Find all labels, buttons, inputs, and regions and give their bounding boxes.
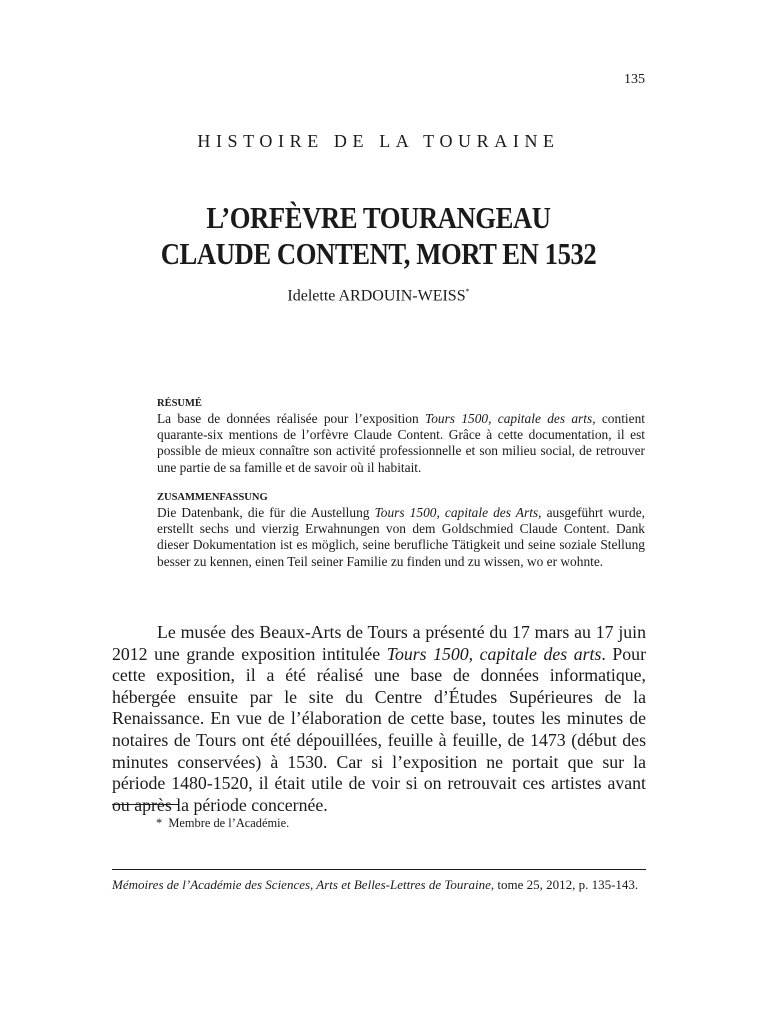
footnote: [156, 816, 289, 831]
footer-divider: [112, 869, 646, 870]
body-exhibition-title: Tours 1500, capitale des arts: [386, 643, 602, 664]
article-title: [53, 200, 704, 272]
abstract-german-exhibition-title: Tours 1500, capitale des Arts: [374, 505, 539, 520]
footnote-text: Membre de l’Académie.: [168, 816, 290, 830]
footnote-mark: *: [156, 816, 163, 830]
footnote-divider: [112, 804, 178, 805]
abstract-german-label: ZUSAMMENFASSUNG: [157, 492, 268, 503]
section-heading: HISTOIRE DE LA TOURAINE: [197, 131, 560, 151]
body-text-end: . Pour cette exposition, il a été réalisé une base de données informatique, hébergée ensuite par le site du Centre d’Études Supérieures de la Renaissance. En vue de l’élaboration de cette base, toutes les minutes de notaires de Tours ont été dépouillées, feuille à feuille, de 1473 (début des minutes conservées) à 1530. Car si l’exposition ne portait que sur la période 1480-1520, il était utile de voir si on retrouvait ces artistes avant ou après la période concernée.: [112, 643, 646, 815]
journal-citation: [112, 877, 646, 893]
abstract-german-text-start: Die Datenbank, die für die Austellung: [157, 505, 375, 520]
abstract-french-text: [157, 411, 645, 475]
journal-details: , tome 25, 2012, p. 135-143.: [490, 877, 639, 892]
abstract-french-exhibition-title: Tours 1500, capitale des arts: [424, 411, 593, 426]
abstract-french-text-start: La base de données réalisée pour l’exposition: [157, 411, 425, 426]
journal-name: Mémoires de l’Académie des Sciences, Arts et Belles-Lettres de Touraine: [112, 877, 491, 892]
title-line-2: CLAUDE CONTENT, MORT EN 1532: [160, 236, 597, 271]
abstract-french-text-end: , contient quarante-six mentions de l’orfèvre Claude Content. Grâce à cette documentation, il est possible de mieux connaître son activité professionnelle et son milieu social, de retrouver une partie de sa famille et de savoir où il habitait.: [157, 411, 645, 475]
abstract-german-text: [157, 505, 645, 569]
author-line: [0, 287, 757, 305]
page-number: 135: [624, 72, 645, 87]
body-text-start: Le musée des Beaux-Arts de Tours a présenté du 17 mars au 17 juin 2012 une grande exposition intitulée: [112, 622, 646, 664]
title-line-1: L’ORFÈVRE TOURANGEAU: [206, 200, 551, 235]
abstract-french-label: RÉSUMÉ: [157, 398, 202, 409]
body-paragraph: [112, 622, 646, 816]
author-name: Idelette ARDOUIN-WEISS: [287, 287, 466, 305]
author-footnote-mark: *: [465, 287, 470, 296]
abstract-german: [157, 491, 645, 570]
abstract-german-text-end: , ausgeführt wurde, erstellt sechs und vierzig Erwahnungen von dem Goldschmied Claude Content. Dank dieser Dokumentation ist es möglich, seine berufliche Tätigkeit und seine soziale Stellung besser zu kennen, einen Teil seiner Familie zu finden und zu wissen, wo er wohnte.: [157, 505, 645, 569]
body-paragraph-block: [112, 622, 646, 816]
abstract-french: [157, 397, 645, 476]
